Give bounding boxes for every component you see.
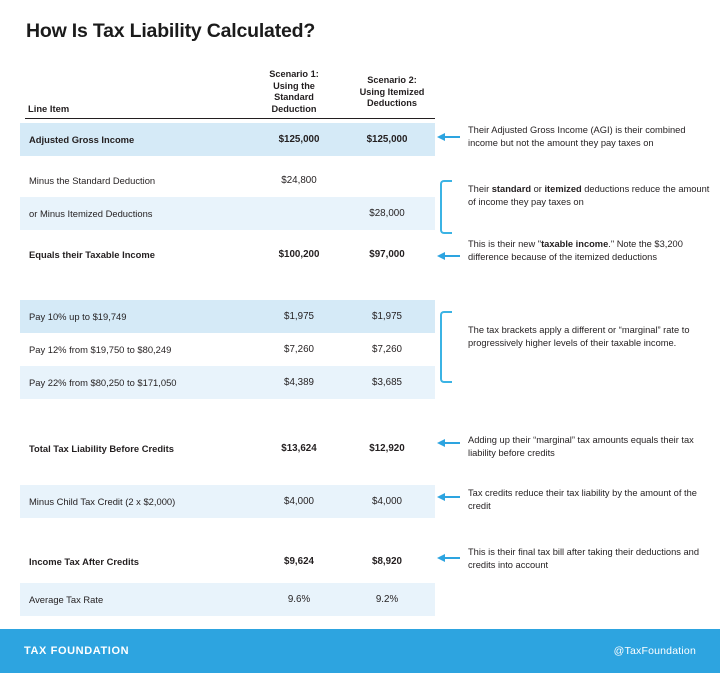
note-total-before-credits: Adding up their “marginal” tax amounts equals their tax liability before credits: [468, 435, 694, 459]
note-taxable-income: This is their new "taxable income." Note the $3,200 difference because of the itemized deductions: [468, 239, 683, 263]
line-item-column-header: Line Item: [28, 103, 70, 114]
table-row: Pay 22% from $80,250 to $171,050 $4,389 $3,685: [20, 366, 435, 399]
footer-bar: [0, 629, 720, 673]
page-title: How Is Tax Liability Calculated?: [26, 20, 316, 42]
scenario1-column-header: Scenario 1: Using the Standard Deduction: [269, 69, 319, 114]
table-row: Total Tax Liability Before Credits $13,624 $12,920: [29, 443, 405, 454]
table-row: Minus the Standard Deduction $24,800: [29, 175, 317, 186]
table-row: Equals their Taxable Income $100,200 $97,000: [29, 249, 405, 260]
social-handle[interactable]: @TaxFoundation: [613, 645, 696, 657]
bracket-deductions: [440, 180, 452, 234]
table-row: Pay 12% from $19,750 to $80,249 $7,260 $7,260: [29, 344, 402, 355]
arrow-left-icon: [437, 438, 461, 448]
note-brackets: The tax brackets apply a different or “marginal” rate to progressively higher levels of their taxable income.: [468, 325, 690, 349]
arrow-left-icon: [437, 132, 461, 142]
table-row: Average Tax Rate 9.6% 9.2%: [20, 583, 435, 616]
table-row: Income Tax After Credits $9,624 $8,920: [29, 556, 402, 567]
bracket-tax-brackets: [440, 311, 452, 383]
arrow-left-icon: [437, 553, 461, 563]
brand-label: TAX FOUNDATION: [24, 645, 130, 657]
note-credits: Tax credits reduce their tax liability by the amount of the credit: [468, 488, 697, 512]
note-agi: Their Adjusted Gross Income (AGI) is their combined income but not the amount they pay taxes on: [468, 125, 686, 149]
header-divider: [25, 118, 435, 119]
arrow-left-icon: [437, 251, 461, 261]
table-row: or Minus Itemized Deductions $28,000: [20, 197, 435, 230]
note-deductions: Their standard or itemized deductions reduce the amount of income they pay taxes on: [468, 184, 710, 208]
table-row: Minus Child Tax Credit (2 x $2,000) $4,000 $4,000: [20, 485, 435, 518]
arrow-left-icon: [437, 492, 461, 502]
table-row: Pay 10% up to $19,749 $1,975 $1,975: [20, 300, 435, 333]
note-after-credits: This is their final tax bill after taking their deductions and credits into account: [468, 547, 699, 571]
table-row: Adjusted Gross Income $125,000 $125,000: [20, 123, 435, 156]
scenario2-column-header: Scenario 2: Using Itemized Deductions: [359, 75, 425, 108]
